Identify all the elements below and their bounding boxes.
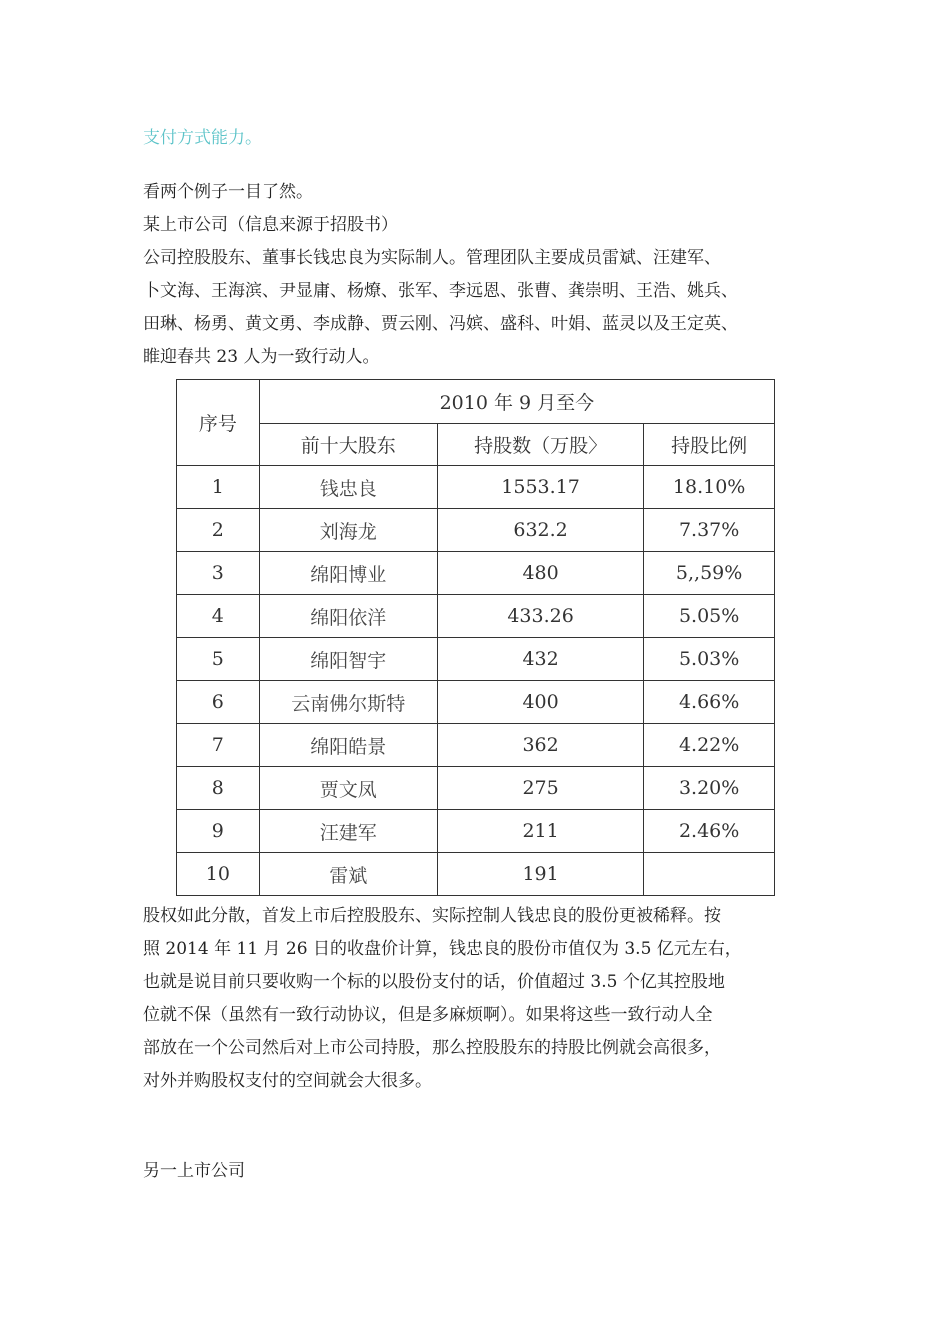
analysis-line: 对外并购股权支付的空间就会大很多。	[143, 1071, 432, 1091]
row-index: 7	[177, 724, 260, 767]
row-index: 6	[177, 681, 260, 724]
analysis-line: 也就是说目前只要收购一个标的以股份支付的话，价值超过 3.5 个亿其控股地	[143, 972, 725, 992]
table-row	[177, 853, 775, 896]
header-index: 序号	[177, 380, 260, 466]
row-shares: 362	[437, 724, 643, 767]
row-shares: 191	[437, 853, 643, 896]
table-row	[177, 466, 775, 509]
table-row	[177, 810, 775, 853]
row-ratio: 5,,59%	[644, 552, 775, 595]
intro-line: 卜文海、王海滨、尹显庸、杨燎、张军、李远恩、张曹、龚崇明、王浩、姚兵、	[143, 281, 738, 301]
row-shares: 211	[437, 810, 643, 853]
row-ratio: 5.03%	[644, 638, 775, 681]
row-holder: 雷斌	[259, 853, 437, 896]
intro-line: 某上市公司（信息来源于招股书）	[143, 215, 398, 235]
row-shares: 480	[437, 552, 643, 595]
row-shares: 433.26	[437, 595, 643, 638]
row-holder: 绵阳依洋	[259, 595, 437, 638]
table-row	[177, 509, 775, 552]
row-shares: 432	[437, 638, 643, 681]
row-shares: 632.2	[437, 509, 643, 552]
table-row	[177, 681, 775, 724]
row-index: 8	[177, 767, 260, 810]
row-shares: 1553.17	[437, 466, 643, 509]
row-ratio: 7.37%	[644, 509, 775, 552]
intro-line: 田琳、杨勇、黄文勇、李成静、贾云刚、冯嫔、盛科、叶娟、蓝灵以及王定英、	[143, 314, 738, 334]
table-row	[177, 638, 775, 681]
intro-paragraph	[143, 176, 738, 374]
row-holder: 贾文凤	[259, 767, 437, 810]
table-row	[177, 724, 775, 767]
row-index: 9	[177, 810, 260, 853]
analysis-line: 股权如此分散，首发上市后控股股东、实际控制人钱忠良的股份更被稀释。按	[143, 906, 721, 926]
row-shares: 275	[437, 767, 643, 810]
row-holder: 绵阳智宇	[259, 638, 437, 681]
row-ratio: 4.66%	[644, 681, 775, 724]
table-row	[177, 767, 775, 810]
row-holder: 绵阳皓景	[259, 724, 437, 767]
header-period: 2010 年 9 月至今	[259, 380, 774, 424]
analysis-line: 照 2014 年 11 月 26 日的收盘价计算，钱忠良的股份市值仅为 3.5 亿元左右，	[143, 939, 742, 959]
analysis-line: 部放在一个公司然后对上市公司持股，那么控股股东的持股比例就会高很多，	[143, 1038, 721, 1058]
row-index: 4	[177, 595, 260, 638]
row-holder: 汪建军	[259, 810, 437, 853]
row-ratio	[644, 853, 775, 896]
table-row	[177, 595, 775, 638]
intro-line: 睢迎春共 23 人为一致行动人。	[143, 347, 380, 367]
header-holder: 前十大股东	[259, 424, 437, 466]
row-index: 5	[177, 638, 260, 681]
row-index: 2	[177, 509, 260, 552]
row-shares: 400	[437, 681, 643, 724]
row-holder: 云南佛尔斯特	[259, 681, 437, 724]
analysis-line: 位就不保（虽然有一致行动协议，但是多麻烦啊）。如果将这些一致行动人全	[143, 1005, 713, 1025]
shareholder-table	[176, 379, 775, 896]
intro-line: 看两个例子一目了然。	[143, 182, 313, 202]
analysis-paragraph	[143, 900, 742, 1098]
intro-line: 公司控股股东、董事长钱忠良为实际制人。管理团队主要成员雷斌、汪建军、	[143, 248, 721, 268]
row-holder: 绵阳博业	[259, 552, 437, 595]
row-ratio: 4.22%	[644, 724, 775, 767]
header-shares: 持股数（万股〉	[437, 424, 643, 466]
row-ratio: 18.10%	[644, 466, 775, 509]
table-row	[177, 552, 775, 595]
row-holder: 钱忠良	[259, 466, 437, 509]
row-holder: 刘海龙	[259, 509, 437, 552]
row-index: 1	[177, 466, 260, 509]
lead-line: 支付方式能力。	[143, 128, 262, 148]
row-index: 3	[177, 552, 260, 595]
header-ratio: 持股比例	[644, 424, 775, 466]
row-index: 10	[177, 853, 260, 896]
row-ratio: 5.05%	[644, 595, 775, 638]
row-ratio: 2.46%	[644, 810, 775, 853]
row-ratio: 3.20%	[644, 767, 775, 810]
another-company-heading: 另一上市公司	[143, 1161, 245, 1181]
